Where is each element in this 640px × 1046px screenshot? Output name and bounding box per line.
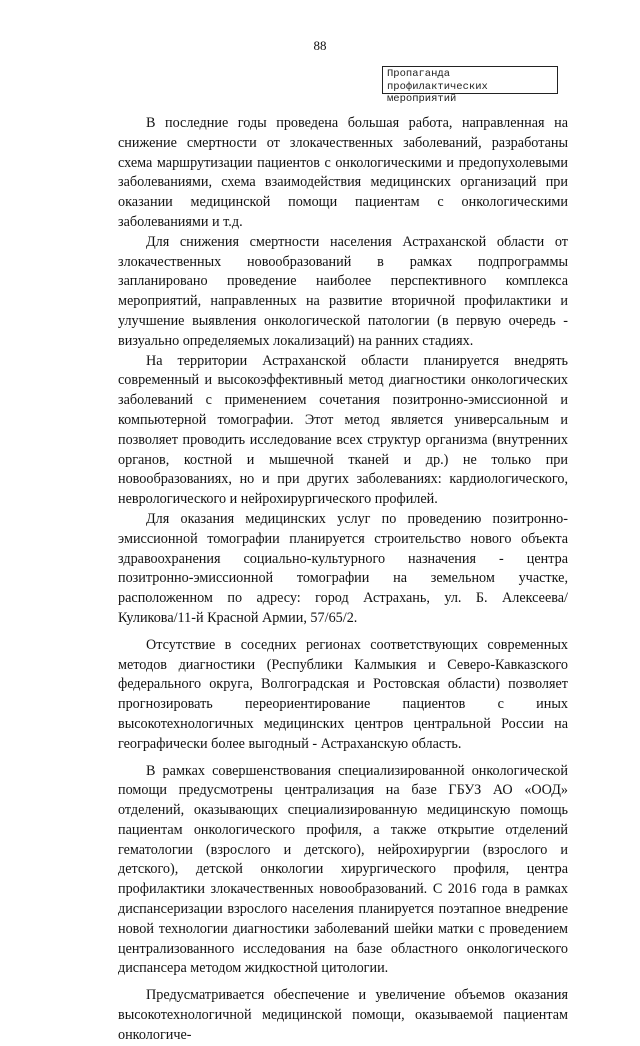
paragraph-3: На территории Астраханской области планируется внедрять современный и высокоэффективный метод диагностики онкологических заболеваний с применением сочетания позитронно-эмиссионной и компьютерной томографии. Этот метод является универсальным и позволяет проводить исследование всех структур организма (внутренних органов, костной и мышечной тканей и др.) не только при новообразованиях, но и при других заболеваниях: кардиологического, неврологического и нейрохирургического профилей. (118, 352, 568, 508)
paragraph-4: Для оказания медицинских услуг по проведению позитронно-эмиссионной томографии планируется строительство нового объекта здравоохранения социально-культурного назначения - центра позитронно-эмиссионной томографии на земельном участке, расположенном по адресу: город Астрахань, ул. Б. Алексеева/Куликова/11-й Красной Армии, 57/65/2. (118, 510, 568, 626)
page-number: 88 (313, 38, 327, 53)
paragraph-6: В рамках совершенствования специализированной онкологической помощи предусмотрены централизация на базе ГБУЗ АО «ООД» отделений, оказывающих специализированную медицинскую помощь пациентам онкологического профиля, а также открытие отделений гематологии (взрослого и детского), нейрохирургии (взрослого и детского), детской онкологии хирургического профиля, центра профилактики злокачественных новообразований. С 2016 года в рамках диспансеризации взрослого населения планируется поэтапное внедрение новой технологии диагностики заболеваний шейки матки с проведением централизованного исследования на базе областного онкологического диспансера методом жидкостной цитологии. (118, 762, 568, 977)
section-stamp: Пропаганда профилактических мероприятий (382, 66, 558, 94)
paragraph-1: В последние годы проведена большая работа, направленная на снижение смертности от злокачественных заболеваний, разработаны схема маршрутизации пациентов с онкологическими и предопухолевыми заболеваниями, схема взаимодействия медицинских организаций при оказании медицинской помощи пациентам с онкологическими заболеваниями и т.д. (118, 115, 568, 230)
paragraph-5: Отсутствие в соседних регионах соответствующих современных методов диагностики (Республики Калмыкия и Северо-Кавказского федерального округа, Волгоградская и Ростовская области) позволяет прогнозировать переориентирование пациентов с иных высокотехнологичных медицинских центров центральной России на географически более выгодный - Астраханскую область. (118, 636, 568, 752)
paragraph-7: Предусматривается обеспечение и увеличение объемов оказания высокотехнологичной медицинской помощи, оказываемой пациентам онкологиче- (118, 987, 568, 1043)
document-body (118, 114, 568, 1046)
paragraph-2: Для снижения смертности населения Астраханской области от злокачественных новообразований в рамках подпрограммы запланировано проведение наиболее перспективного комплекса мероприятий, направленных на развитие вторичной профилактики и улучшение выявления онкологической патологии (в первую очередь - визуально определяемых локализаций) на ранних стадиях. (118, 233, 568, 349)
